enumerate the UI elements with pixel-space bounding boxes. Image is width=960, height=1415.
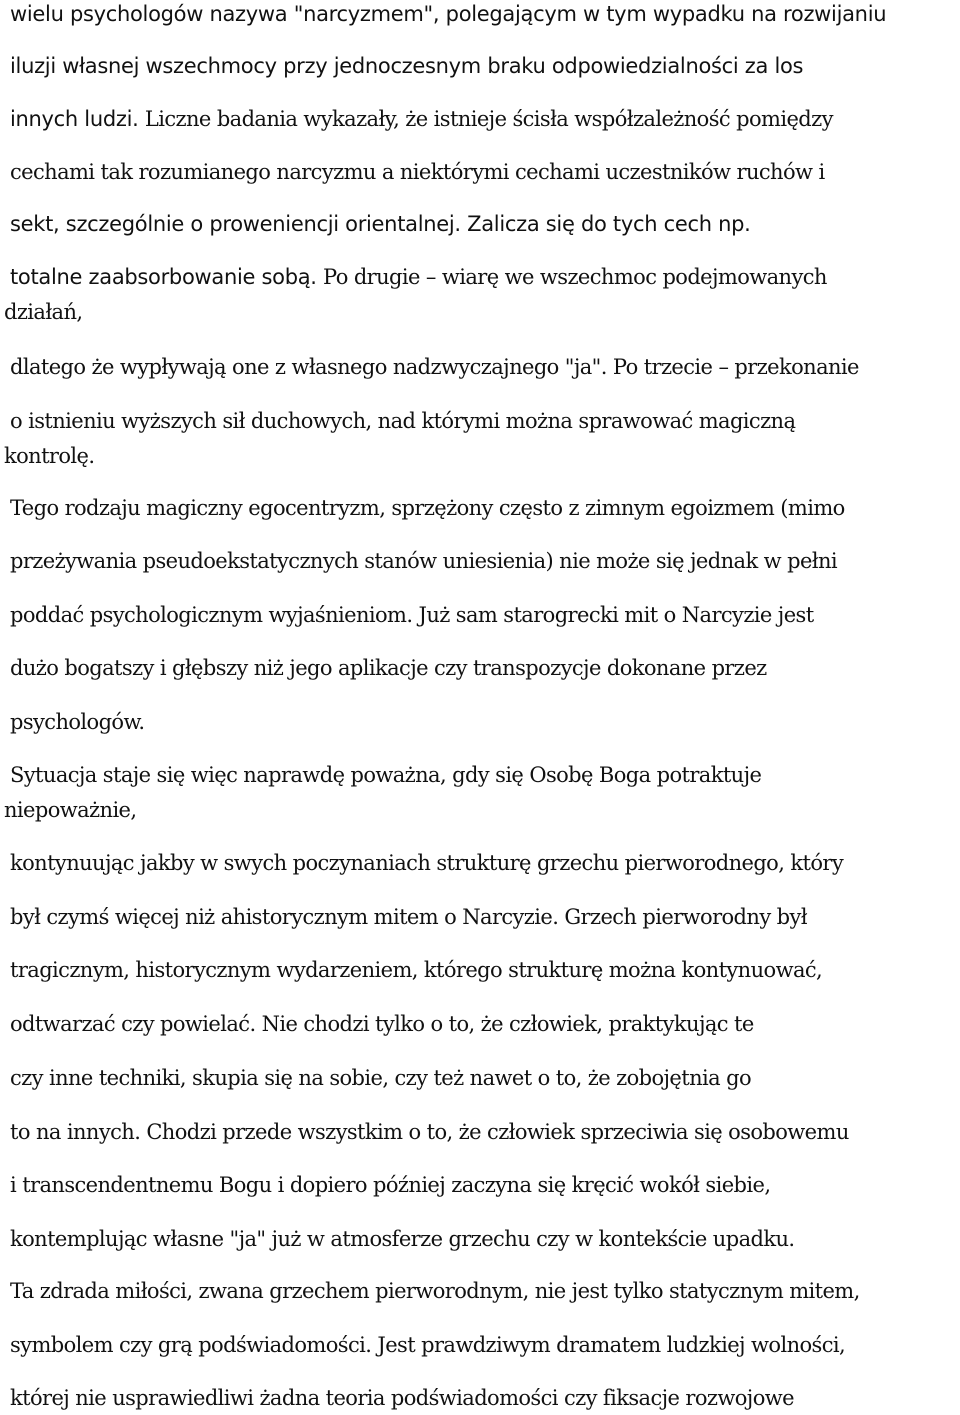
- text-line: [4, 302, 82, 323]
- text-segment: Sytuacja staje się więc naprawdę poważna, gdy się Osobę Boga potraktuje: [10, 763, 762, 787]
- text-segment: przeżywania pseudoekstatycznych stanów uniesienia) nie może się jednak w pełni: [10, 549, 838, 573]
- text-line: [10, 411, 795, 432]
- text-line: [4, 800, 136, 821]
- text-segment: cechami tak rozumianego narcyzmu a niektórymi cechami uczestników ruchów i: [10, 160, 825, 184]
- text-segment: Ta zdrada miłości, zwana grzechem pierworodnym, nie jest tylko statycznym mitem,: [10, 1279, 860, 1303]
- text-segment: odtwarzać czy powielać. Nie chodzi tylko o to, że człowiek, praktykując te: [10, 1012, 754, 1036]
- text-line: [10, 162, 825, 183]
- text-segment: czy inne techniki, skupia się na sobie, czy też nawet o to, że zobojętnia go: [10, 1066, 752, 1090]
- text-segment: i transcendentnemu Bogu i dopiero później zaczyna się kręcić wokół siebie,: [10, 1173, 771, 1197]
- text-line: [10, 267, 827, 288]
- text-segment: kontemplując własne "ja" już w atmosferze grzechu czy w kontekście upadku.: [10, 1227, 795, 1251]
- text-line: [10, 4, 886, 25]
- text-segment: dużo bogatszy i głębszy niż jego aplikacje czy transpozycje dokonane przez: [10, 656, 767, 680]
- text-segment: innych ludzi.: [10, 107, 145, 131]
- text-segment: wielu psychologów nazywa "narcyzmem", polegającym w tym wypadku na rozwijaniu: [10, 2, 887, 26]
- text-segment: był czymś więcej niż ahistorycznym mitem o Narcyzie. Grzech pierworodny był: [10, 905, 807, 929]
- text-segment: której nie usprawiedliwi żadna teoria podświadomości czy fiksacje rozwojowe: [10, 1386, 794, 1410]
- text-line: [10, 853, 843, 874]
- text-segment: o istnieniu wyższych sił duchowych, nad którymi można sprawować magiczną: [10, 409, 796, 433]
- text-line: [10, 498, 845, 519]
- text-segment: iluzji własnej wszechmocy przy jednoczesnym braku odpowiedzialności za los: [10, 54, 804, 78]
- text-line: [10, 712, 144, 733]
- text-line: [10, 1122, 849, 1143]
- text-line: [10, 214, 751, 235]
- text-segment: dlatego że wypływają one z własnego nadzwyczajnego "ja". Po trzecie – przekonanie: [10, 355, 859, 379]
- text-line: [10, 56, 803, 77]
- text-line: [10, 1014, 754, 1035]
- text-line: [10, 357, 859, 378]
- text-line: [10, 551, 837, 572]
- text-segment: Tego rodzaju magiczny egocentryzm, sprzężony często z zimnym egoizmem (mimo: [10, 496, 845, 520]
- text-line: [10, 1335, 845, 1356]
- text-line: [10, 1068, 751, 1089]
- text-segment: działań,: [4, 300, 83, 324]
- text-line: [10, 658, 767, 679]
- text-line: [10, 109, 833, 130]
- text-segment: totalne zaabsorbowanie sobą.: [10, 265, 324, 289]
- text-segment: niepoważnie,: [4, 798, 137, 822]
- text-segment: poddać psychologicznym wyjaśnieniom. Już sam starogrecki mit o Narcyzie jest: [10, 603, 814, 627]
- text-segment: kontrolę.: [4, 444, 95, 468]
- text-line: [10, 605, 814, 626]
- text-segment: psychologów.: [10, 710, 145, 734]
- text-line: [10, 1229, 794, 1250]
- text-segment: symbolem czy grą podświadomości. Jest prawdziwym dramatem ludzkiej wolności,: [10, 1333, 846, 1357]
- text-line: [4, 446, 94, 467]
- text-segment: Po drugie – wiarę we wszechmoc podejmowanych: [323, 265, 827, 289]
- text-segment: to na innych. Chodzi przede wszystkim o to, że człowiek sprzeciwia się osobowemu: [10, 1120, 849, 1144]
- text-line: [10, 960, 822, 981]
- text-line: [10, 1281, 860, 1302]
- text-line: [10, 907, 807, 928]
- text-segment: Liczne badania wykazały, że istnieje ścisła współzależność pomiędzy: [144, 107, 833, 131]
- text-segment: sekt, szczególnie o proweniencji orientalnej. Zalicza się do tych cech np.: [10, 212, 751, 236]
- text-segment: tragicznym, historycznym wydarzeniem, którego strukturę można kontynuować,: [10, 958, 823, 982]
- text-line: [10, 1175, 770, 1196]
- text-segment: kontynuując jakby w swych poczynaniach strukturę grzechu pierworodnego, który: [10, 851, 844, 875]
- text-line: [10, 765, 761, 786]
- text-line: [10, 1388, 794, 1409]
